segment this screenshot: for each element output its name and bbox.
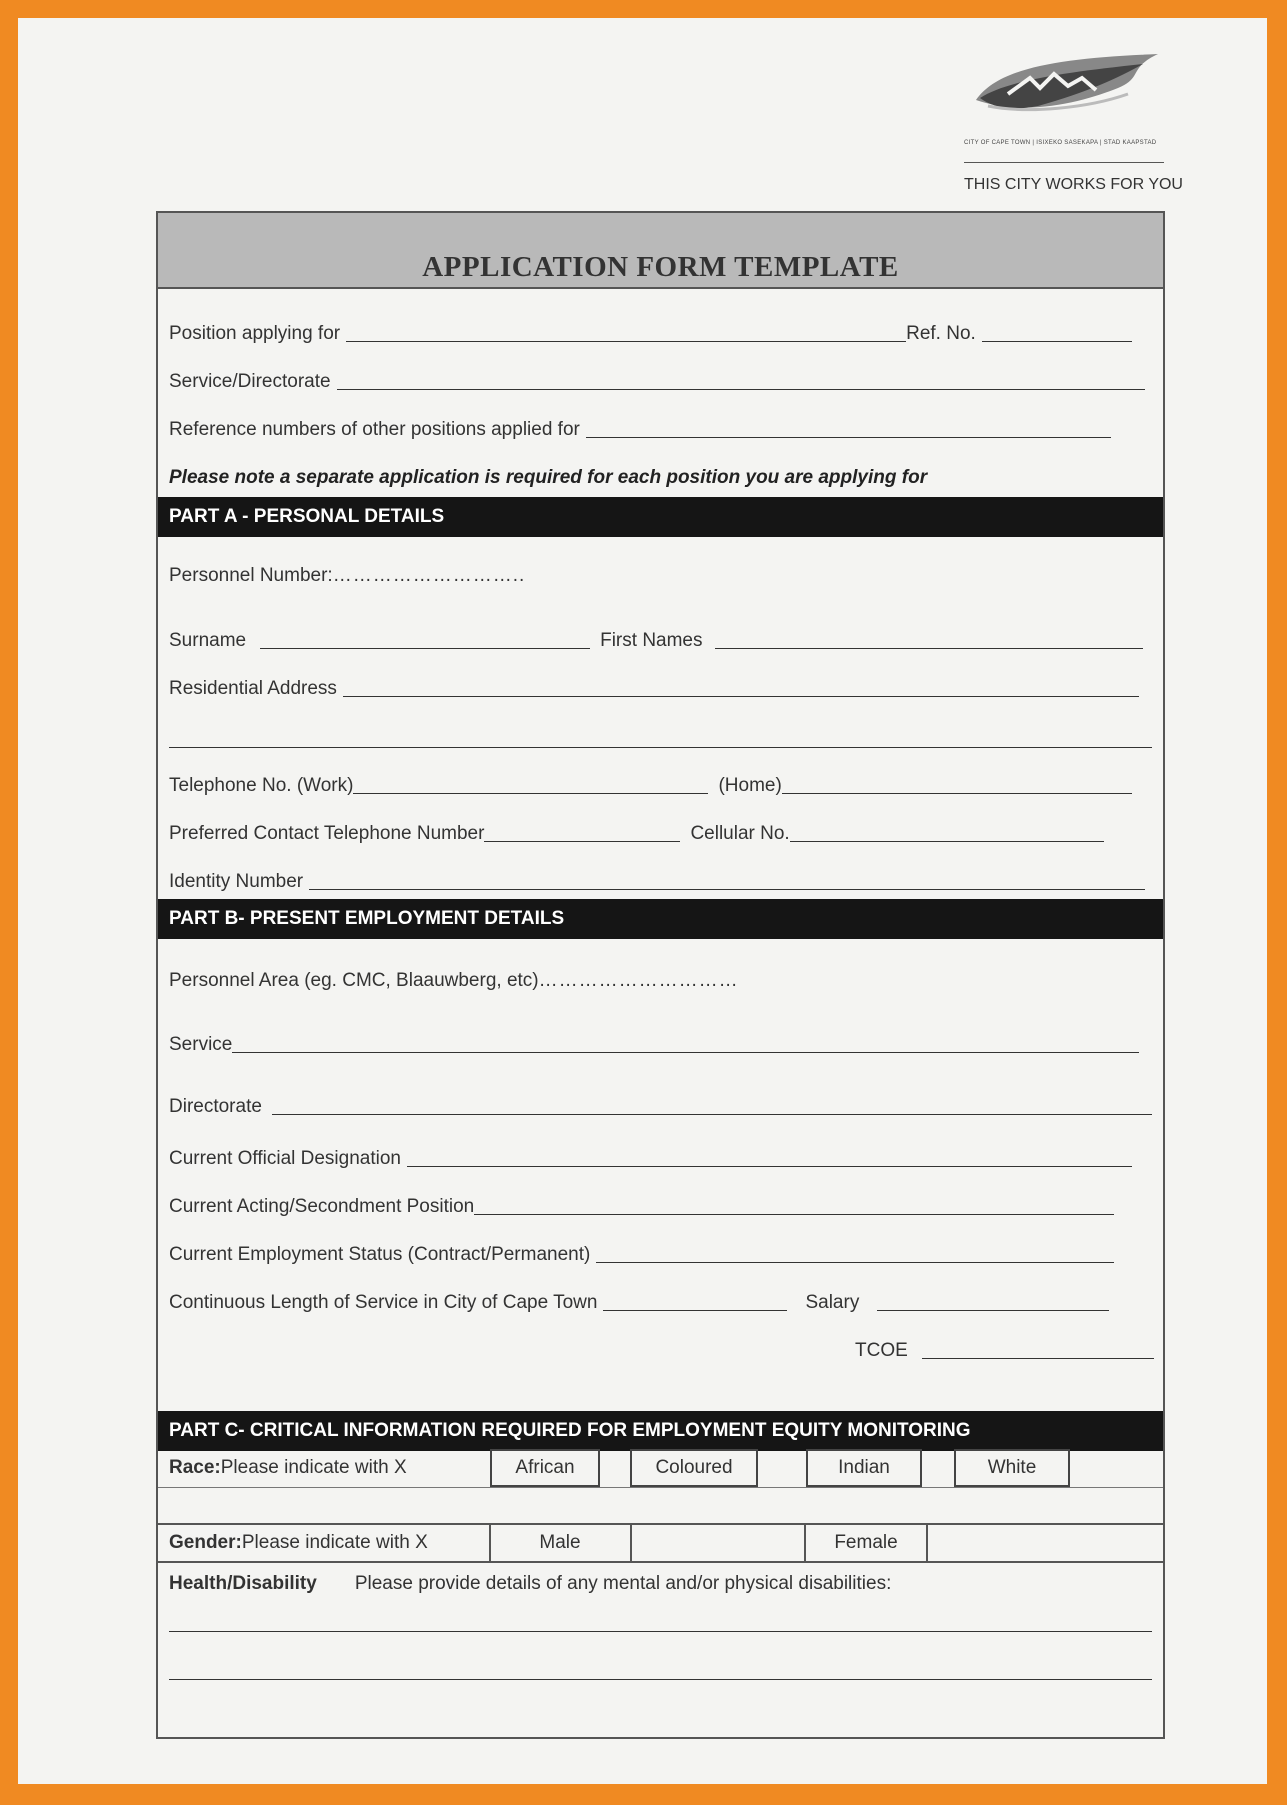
city-tagline: THIS CITY WORKS FOR YOU: [964, 176, 1183, 193]
personnel-area-label: Personnel Area (eg. CMC, Blaauwberg, etc): [169, 970, 539, 991]
home-label: (Home): [718, 775, 782, 796]
length-of-service-label: Continuous Length of Service in City of Cape Town: [169, 1292, 598, 1313]
tcoe-row: [855, 1328, 1154, 1362]
header-logo: [948, 48, 1183, 198]
gender-female-mark-box[interactable]: [928, 1525, 1163, 1561]
personnel-number-field[interactable]: ………………………..: [332, 565, 526, 586]
health-disability-label: Health/Disability: [169, 1573, 317, 1594]
acting-position-field[interactable]: [474, 1214, 1114, 1215]
position-row: [169, 311, 1132, 345]
ref-no-field[interactable]: [982, 341, 1132, 342]
length-of-service-row: [169, 1280, 1109, 1314]
telephone-row: [169, 763, 1132, 797]
position-field[interactable]: [346, 341, 906, 342]
names-row: [169, 618, 1143, 652]
tcoe-field[interactable]: [922, 1358, 1154, 1359]
employment-status-label: Current Employment Status (Contract/Permanent): [169, 1244, 591, 1265]
race-option-white[interactable]: White: [954, 1449, 1070, 1487]
current-designation-field[interactable]: [407, 1166, 1132, 1167]
personnel-number-row: [169, 553, 525, 587]
identity-number-field[interactable]: [309, 889, 1145, 890]
cellular-label: Cellular No.: [690, 823, 790, 844]
residential-address-line-2[interactable]: [169, 747, 1152, 748]
current-designation-label: Current Official Designation: [169, 1148, 401, 1169]
health-disability-line-1[interactable]: [169, 1631, 1152, 1632]
race-option-indian[interactable]: Indian: [806, 1449, 922, 1487]
employment-status-field[interactable]: [596, 1262, 1114, 1263]
residential-address-row: [169, 666, 1139, 700]
residential-address-label: Residential Address: [169, 678, 337, 699]
first-names-field[interactable]: [715, 648, 1143, 649]
service-directorate-field[interactable]: [337, 389, 1145, 390]
city-name-small: CITY OF CAPE TOWN | ISIXEKO SASEKAPA | STAD KAAPSTAD: [964, 140, 1157, 146]
form-title: APPLICATION FORM TEMPLATE: [422, 251, 899, 283]
identity-number-label: Identity Number: [169, 871, 304, 892]
service-directorate-row: [169, 359, 1145, 393]
gender-label: Gender: Please indicate with X: [169, 1532, 428, 1553]
health-disability-line-2[interactable]: [169, 1679, 1152, 1680]
directorate-field[interactable]: [272, 1114, 1152, 1115]
ref-no-label: Ref. No.: [906, 323, 976, 344]
city-of-cape-town-logo-icon: [968, 48, 1168, 128]
cellular-field[interactable]: [790, 841, 1104, 842]
acting-position-row: [169, 1184, 1114, 1218]
identity-number-row: [169, 859, 1145, 893]
health-disability-instructions: Please provide details of any mental and/or physical disabilities:: [354, 1573, 892, 1594]
race-option-coloured[interactable]: Coloured: [630, 1449, 758, 1487]
surname-field[interactable]: [260, 648, 590, 649]
personnel-area-field[interactable]: …………………………: [538, 970, 739, 991]
reference-numbers-field[interactable]: [586, 437, 1111, 438]
health-disability-section: [158, 1561, 1163, 1739]
salary-field[interactable]: [877, 1310, 1109, 1311]
service-field[interactable]: [232, 1052, 1139, 1053]
employment-status-row: [169, 1232, 1114, 1266]
logo-divider: [964, 162, 1164, 163]
telephone-work-label: Telephone No. (Work): [169, 775, 354, 796]
reference-numbers-row: [169, 407, 1111, 441]
gender-option-female[interactable]: Female: [834, 1532, 898, 1553]
gender-option-male[interactable]: Male: [539, 1532, 581, 1553]
preferred-contact-field[interactable]: [484, 841, 680, 842]
part-a-heading: PART A - PERSONAL DETAILS: [158, 497, 1163, 537]
surname-label: Surname: [169, 630, 247, 651]
service-directorate-label: Service/Directorate: [169, 371, 331, 392]
contact-row: [169, 811, 1104, 845]
preferred-contact-label: Preferred Contact Telephone Number: [169, 823, 485, 844]
first-names-label: First Names: [600, 630, 703, 651]
paper-sheet: [18, 18, 1267, 1784]
part-b-heading: PART B- PRESENT EMPLOYMENT DETAILS: [158, 899, 1163, 939]
personnel-area-row: [169, 958, 739, 992]
service-row: [169, 1022, 1139, 1056]
application-form: [156, 211, 1165, 1739]
health-disability-row: [169, 1563, 897, 1595]
position-label: Position applying for: [169, 323, 341, 344]
race-spacer-row: [158, 1487, 1163, 1523]
part-c-heading: PART C- CRITICAL INFORMATION REQUIRED FOR EMPLOYMENT EQUITY MONITORING: [158, 1411, 1163, 1451]
title-bar: [158, 213, 1163, 289]
gender-row: [158, 1523, 1163, 1561]
telephone-home-field[interactable]: [782, 793, 1132, 794]
race-row: [158, 1449, 1163, 1487]
gender-male-mark-box[interactable]: [632, 1525, 804, 1561]
separate-application-note: Please note a separate application is required for each position you are applying for: [169, 467, 928, 488]
race-label: Race: Please indicate with X: [169, 1457, 407, 1478]
race-option-african[interactable]: African: [490, 1449, 600, 1487]
personnel-number-label: Personnel Number:: [169, 565, 333, 586]
directorate-label: Directorate: [169, 1096, 262, 1117]
service-label: Service: [169, 1034, 233, 1055]
current-designation-row: [169, 1136, 1132, 1170]
tcoe-label: TCOE: [855, 1340, 908, 1361]
directorate-row: [169, 1084, 1152, 1118]
residential-address-field[interactable]: [343, 696, 1139, 697]
length-of-service-field[interactable]: [603, 1310, 787, 1311]
reference-numbers-label: Reference numbers of other positions applied for: [169, 419, 580, 440]
acting-position-label: Current Acting/Secondment Position: [169, 1196, 475, 1217]
telephone-work-field[interactable]: [353, 793, 708, 794]
salary-label: Salary: [805, 1292, 860, 1313]
